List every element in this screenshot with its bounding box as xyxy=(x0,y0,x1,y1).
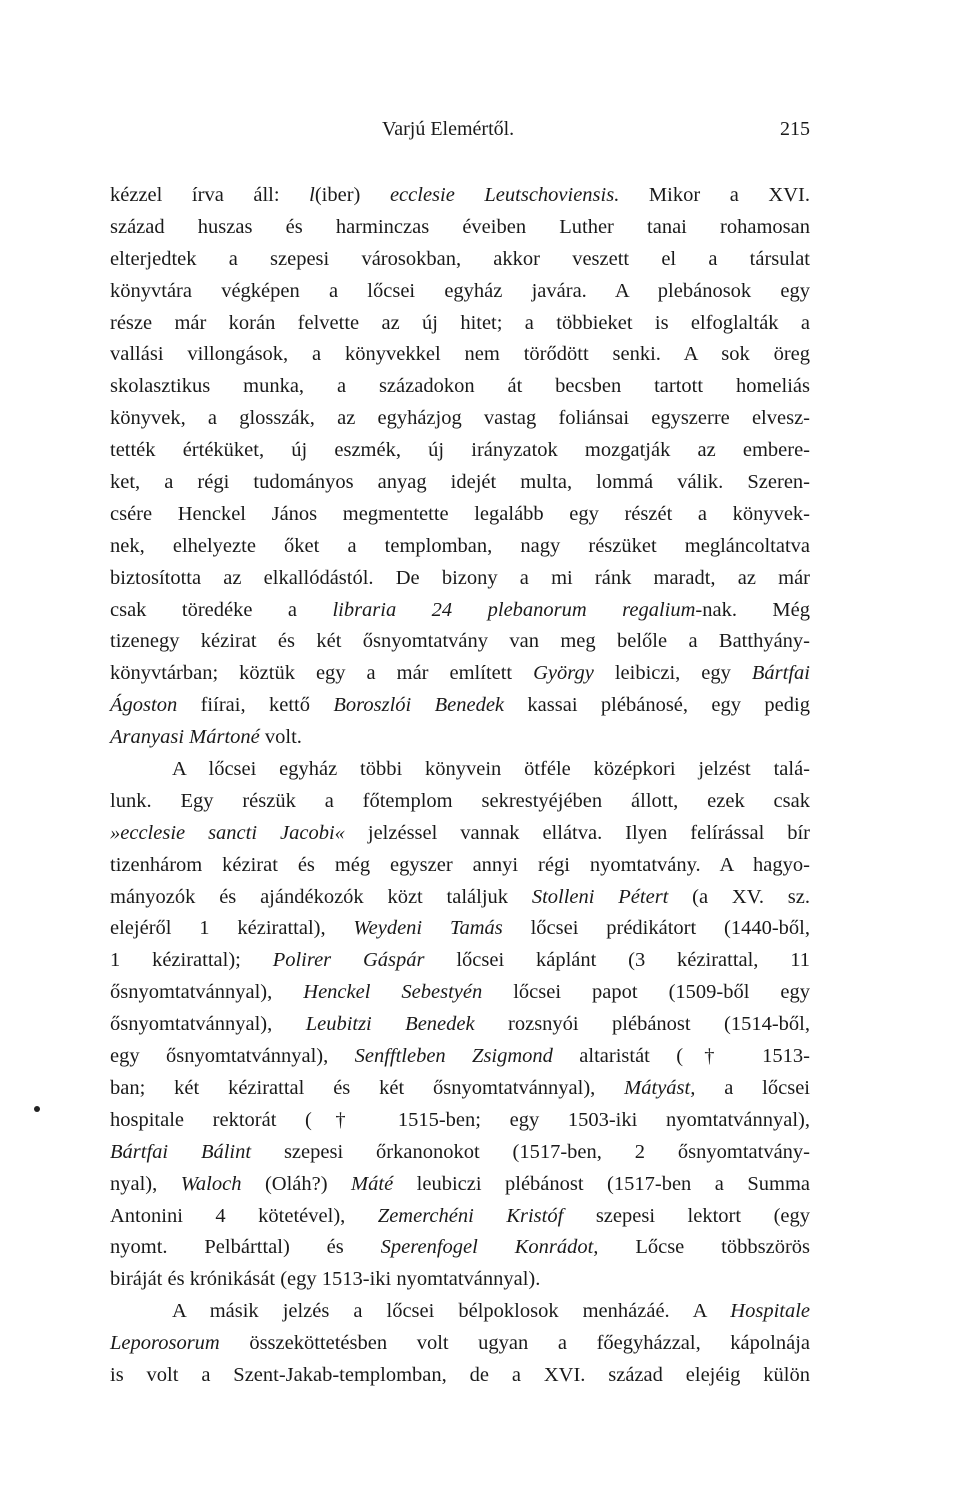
italic-text: Leporosorum xyxy=(110,1332,220,1355)
italic-text: Henckel Sebestyén xyxy=(303,981,483,1004)
running-title: Varjú Elemértől. xyxy=(382,118,515,140)
italic-text: ecclesie Leutschoviensis. xyxy=(389,184,620,206)
text-span: csére Henckel János megmentette legalább egy részét a könyvek- xyxy=(110,502,810,525)
text-span: fiírai, kettő xyxy=(177,694,334,717)
text-line xyxy=(110,818,810,850)
text-span: Mikor a XVI. xyxy=(619,184,810,206)
italic-text: libraria 24 plebanorum regalium xyxy=(332,598,696,621)
text-line xyxy=(110,722,810,754)
text-span: A másik jelzés a lőcsei bélpoklosok menházáé. A xyxy=(172,1300,731,1323)
text-line xyxy=(110,1360,810,1392)
text-span: szepesi őrkanonokot (1517-ben, 2 ősnyomtatvány- xyxy=(251,1140,810,1163)
italic-text: György xyxy=(533,662,594,685)
text-span: ősnyomtatvánnyal), xyxy=(110,1013,306,1036)
text-line xyxy=(110,945,810,977)
text-line xyxy=(110,1264,810,1296)
text-line xyxy=(110,1296,810,1328)
text-line xyxy=(110,1137,810,1169)
text-line xyxy=(110,1328,810,1360)
text-line xyxy=(110,690,810,722)
text-span: (Oláh?) xyxy=(241,1172,352,1195)
text-line xyxy=(110,563,810,595)
italic-text: Máté xyxy=(351,1172,394,1195)
text-span: altaristát († 1513- xyxy=(552,1045,810,1068)
text-span: leubiczi plébánost (1517-ben a Summa xyxy=(393,1172,810,1195)
text-line xyxy=(110,212,810,244)
text-span: leibiczi, egy xyxy=(593,662,752,685)
text-line xyxy=(110,913,810,945)
text-span: A lőcsei egyház többi könyvein ötféle középkori jelzést talá- xyxy=(172,758,810,781)
text-span: kézzel írva áll: xyxy=(110,184,310,206)
italic-text: Stolleni Pétert xyxy=(531,885,669,908)
body-text xyxy=(110,180,810,1392)
text-span: ősnyomtatvánnyal), xyxy=(110,981,304,1004)
text-span: 1 kézirattal); xyxy=(110,949,273,972)
text-span: elejéről 1 kézirattal), xyxy=(110,917,354,940)
text-span: szepesi lektort (egy xyxy=(563,1204,810,1227)
text-span: század huszas és harminczas éveiben Luther tanai rohamosan xyxy=(110,215,810,238)
text-span: vallási villongások, a könyvekkel nem törődött senki. A sok öreg xyxy=(110,343,810,366)
text-line xyxy=(110,786,810,818)
text-span: mányozók és ajándékozók közt találjuk xyxy=(110,885,532,908)
italic-text: »ecclesie sancti Jacobi« xyxy=(110,821,345,844)
text-span: jelzéssel vannak ellátva. Ilyen felírással bír xyxy=(344,821,811,844)
text-line xyxy=(110,1073,810,1105)
text-span: volt. xyxy=(259,726,302,749)
text-span: (a XV. sz. xyxy=(668,885,810,908)
text-span: nyal), xyxy=(110,1172,181,1195)
text-span: lőcsei káplánt (3 kézirattal, 11 xyxy=(424,949,811,972)
text-line xyxy=(110,531,810,563)
text-span: könyvtára végképen a lőcsei egyház javára. A plebánosok egy xyxy=(110,279,810,302)
text-line xyxy=(110,1169,810,1201)
italic-text: Mátyást, xyxy=(624,1076,696,1099)
text-line xyxy=(110,499,810,531)
text-line xyxy=(110,754,810,786)
text-span: Lőcse többszörös xyxy=(598,1236,810,1259)
text-line xyxy=(110,626,810,658)
text-line xyxy=(110,1009,810,1041)
text-span: elterjedtek a szepesi városokban, akkor veszett el a társulat xyxy=(110,247,810,270)
text-line xyxy=(110,1105,810,1137)
text-line xyxy=(110,180,810,212)
text-span: skolasztikus munka, a századokon át becsben tartott homeliás xyxy=(110,375,810,398)
text-line xyxy=(110,850,810,882)
text-span: is volt a Szent-Jakab-templomban, de a XVI. század elejéig külön xyxy=(110,1363,810,1386)
text-span: lőcsei papot (1509-ből egy xyxy=(482,981,811,1004)
text-span: (iber) xyxy=(314,184,390,206)
text-span: biráját és krónikását (egy 1513-iki nyomtatvánnyal). xyxy=(110,1268,541,1291)
text-span: összeköttetésben volt ugyan a főegyházzal, kápolnája xyxy=(219,1332,810,1355)
italic-text: Weydeni Tamás xyxy=(353,917,503,940)
text-span: nyomt. Pelbárttal) és xyxy=(110,1236,381,1259)
text-span: biztosította az elkallódástól. De bizony a mi ránk maradt, az már xyxy=(110,566,810,589)
text-line xyxy=(110,1041,810,1073)
text-span: -nak. Még xyxy=(695,598,810,621)
text-span: tették értéküket, új eszmék, új irányzatok mozgatják az embere- xyxy=(110,439,810,462)
italic-text: Hospitale xyxy=(730,1300,810,1323)
italic-text: Ágoston xyxy=(110,694,178,717)
running-header xyxy=(110,118,810,148)
text-span: Antonini 4 kötetével), xyxy=(110,1204,378,1227)
text-span: lunk. Egy részük a főtemplom sekrestyéjében állott, ezek csak xyxy=(110,789,810,812)
text-span: könyvek, a glosszák, az egyházjog vastag foliánsai egyszerre elvesz- xyxy=(110,407,810,430)
italic-text: l xyxy=(309,184,315,206)
italic-text: Bártfai Bálint xyxy=(110,1140,252,1163)
text-line xyxy=(110,371,810,403)
text-line xyxy=(110,244,810,276)
text-line xyxy=(110,403,810,435)
text-line xyxy=(110,1232,810,1264)
italic-text: Waloch xyxy=(180,1172,242,1195)
text-line xyxy=(110,339,810,371)
text-line xyxy=(110,595,810,627)
text-span: ket, a régi tudományos anyag idejét multa, lommá válik. Szeren- xyxy=(110,471,810,494)
italic-text: Zemerchéni Kristóf xyxy=(377,1204,564,1227)
text-span: tizenegy kézirat és két ősnyomtatvány van meg belőle a Batthyány- xyxy=(110,630,810,653)
margin-dot xyxy=(34,1106,40,1112)
text-span: ban; két kézirattal és két ősnyomtatvánnyal), xyxy=(110,1076,625,1099)
text-line xyxy=(110,977,810,1009)
text-line xyxy=(110,308,810,340)
text-line xyxy=(110,467,810,499)
italic-text: Leubitzi Benedek xyxy=(305,1013,475,1036)
text-span: hospitale rektorát († 1515-ben; egy 1503-iki nyomtatvánnyal), xyxy=(110,1108,810,1131)
italic-text: Sperenfogel Konrádot, xyxy=(380,1236,599,1259)
page-number: 215 xyxy=(780,118,810,140)
text-span: lőcsei prédikátort (1440-ből, xyxy=(502,917,810,940)
text-span: tizenhárom kézirat és még egyszer annyi régi nyomtatvány. A hagyo- xyxy=(110,853,810,876)
italic-text: Senfftleben Zsigmond xyxy=(354,1045,553,1068)
text-line xyxy=(110,1201,810,1233)
text-span: a lőcsei xyxy=(695,1076,810,1099)
text-span: kassai plébánosé, egy pedig xyxy=(504,694,810,717)
italic-text: Aranyasi Mártoné xyxy=(110,726,260,749)
text-line xyxy=(110,658,810,690)
text-line xyxy=(110,435,810,467)
text-span: része már korán felvette az új hitet; a többieket is elfoglalták a xyxy=(110,311,810,334)
text-span: csak töredéke a xyxy=(110,598,333,621)
text-span: könyvtárban; köztük egy a már említett xyxy=(110,662,534,685)
text-line xyxy=(110,276,810,308)
text-span: nek, elhelyezte őket a templomban, nagy részüket megláncoltatva xyxy=(110,534,810,557)
italic-text: Bártfai xyxy=(751,662,810,685)
text-span: rozsnyói plébánost (1514-ből, xyxy=(474,1013,810,1036)
italic-text: Polirer Gáspár xyxy=(272,949,425,972)
italic-text: Boroszlói Benedek xyxy=(333,694,505,717)
text-line xyxy=(110,882,810,914)
text-span: egy ősnyomtatvánnyal), xyxy=(110,1045,355,1068)
